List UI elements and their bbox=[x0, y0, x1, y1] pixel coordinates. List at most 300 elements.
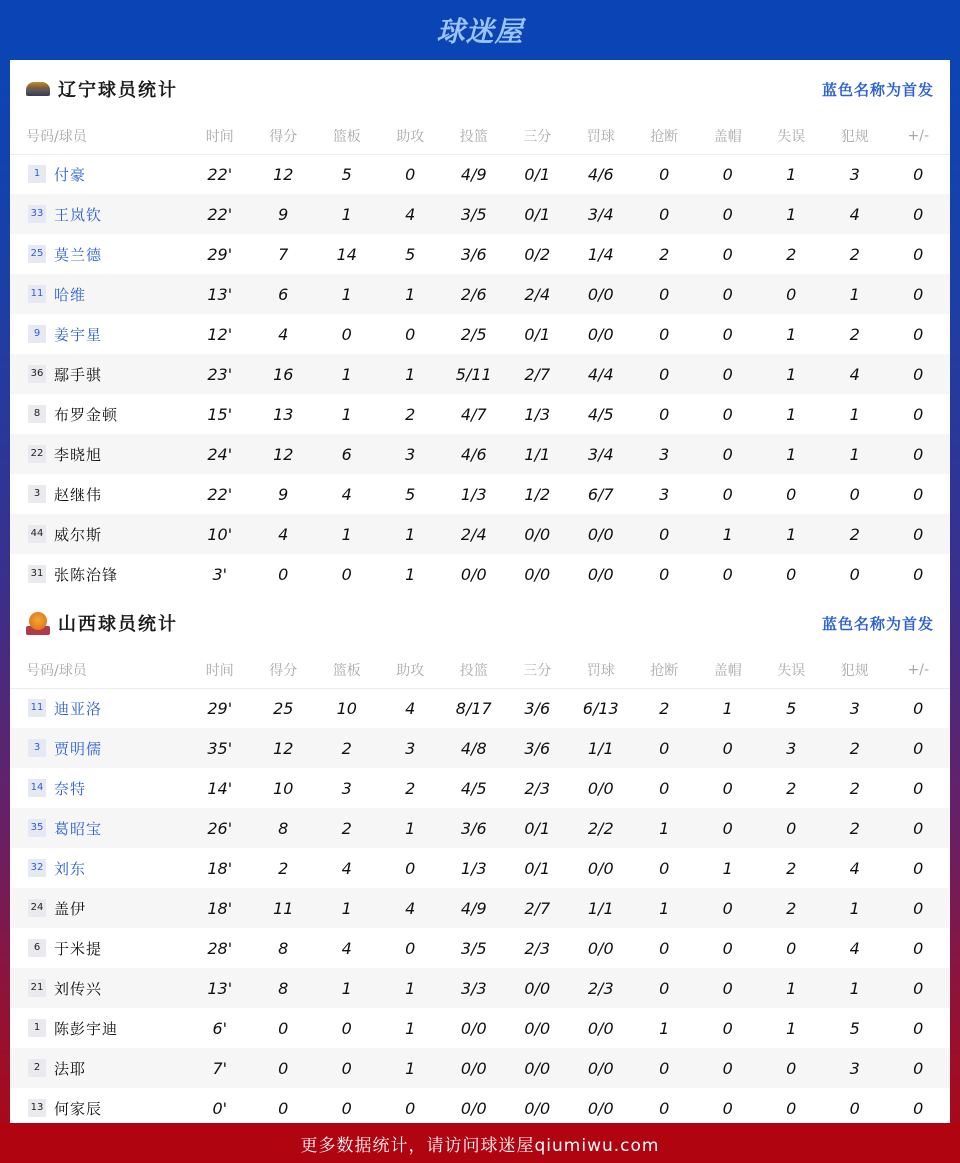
stat-cell: 0 bbox=[722, 404, 733, 424]
stat-cell: 1 bbox=[341, 404, 352, 424]
stat-cell: 2 bbox=[405, 404, 416, 424]
stat-cell: 0 bbox=[696, 274, 760, 314]
stat-cell: 1 bbox=[633, 888, 697, 928]
stat-cell: 2 bbox=[849, 324, 860, 344]
column-header[interactable]: 篮板 bbox=[315, 652, 379, 688]
table-header-row bbox=[10, 118, 950, 154]
stat-cell: 1 bbox=[786, 324, 797, 344]
stat-cell: 0 bbox=[913, 244, 924, 264]
stat-cell: 0/0 bbox=[587, 858, 614, 878]
stat-cell: 0 bbox=[722, 164, 733, 184]
stat-cell: 0 bbox=[405, 164, 416, 184]
stat-cell: 4 bbox=[823, 194, 887, 234]
stat-cell: 0 bbox=[887, 888, 951, 928]
jersey-number-badge: 25 bbox=[28, 245, 46, 263]
column-header[interactable]: 失误 bbox=[760, 118, 824, 154]
jersey-number-badge: 36 bbox=[28, 365, 46, 383]
jersey-number-badge: 3 bbox=[28, 485, 46, 503]
team-section-0 bbox=[10, 60, 950, 594]
player-cell[interactable] bbox=[10, 354, 188, 394]
stat-cell: 0 bbox=[913, 1018, 924, 1038]
table-row[interactable] bbox=[10, 234, 950, 274]
player-name-link[interactable]: 法耶 bbox=[54, 1059, 87, 1078]
stat-cell: 1 bbox=[379, 274, 443, 314]
stat-cell: 0/0 bbox=[506, 1048, 570, 1088]
player-cell[interactable] bbox=[10, 474, 188, 514]
player-name-link[interactable]: 哈维 bbox=[54, 285, 87, 304]
stat-cell: 1 bbox=[379, 354, 443, 394]
stat-cell: 0/0 bbox=[587, 1098, 614, 1118]
stat-cell: 0/0 bbox=[506, 968, 570, 1008]
column-header[interactable]: 号码/球员 bbox=[10, 652, 188, 688]
stat-cell: 0 bbox=[696, 888, 760, 928]
player-name-link[interactable]: 何家辰 bbox=[54, 1099, 103, 1118]
stat-cell: 1 bbox=[823, 274, 887, 314]
table-row[interactable] bbox=[10, 928, 950, 968]
stat-cell: 12 bbox=[252, 434, 316, 474]
stat-cell: 0 bbox=[722, 564, 733, 584]
stat-cell: 6/7 bbox=[587, 484, 614, 504]
stat-cell: 1/3 bbox=[460, 858, 487, 878]
stat-cell: 0 bbox=[405, 1098, 416, 1118]
top-banner bbox=[0, 0, 960, 60]
stat-cell: 2 bbox=[659, 698, 670, 718]
stat-cell: 0 bbox=[659, 858, 670, 878]
team-title bbox=[26, 610, 178, 636]
stat-cell: 23' bbox=[188, 354, 252, 394]
jersey-number-badge: 3 bbox=[28, 739, 46, 757]
stat-cell: 4/5 bbox=[460, 778, 487, 798]
stat-cell: 1 bbox=[696, 514, 760, 554]
stat-cell: 0 bbox=[887, 968, 951, 1008]
stat-cell: 0 bbox=[659, 1098, 670, 1118]
stat-cell: 1/4 bbox=[587, 244, 614, 264]
stat-cell: 4 bbox=[405, 698, 416, 718]
stat-cell: 0 bbox=[659, 324, 670, 344]
column-header[interactable]: 盖帽 bbox=[696, 652, 760, 688]
player-name-link[interactable]: 鄢手骐 bbox=[54, 365, 103, 384]
player-name-link[interactable]: 姜宇星 bbox=[54, 325, 103, 344]
jersey-number-badge: 2 bbox=[28, 1059, 46, 1077]
stat-cell: 24' bbox=[188, 434, 252, 474]
stat-cell: 1 bbox=[760, 434, 824, 474]
stat-cell: 0/1 bbox=[506, 194, 570, 234]
stat-cell: 4/9 bbox=[442, 888, 506, 928]
player-cell[interactable] bbox=[10, 514, 188, 554]
stat-cell: 2 bbox=[786, 244, 797, 264]
player-name-link[interactable]: 张陈治锋 bbox=[54, 565, 119, 584]
stat-cell: 0 bbox=[722, 1018, 733, 1038]
stat-cell: 1 bbox=[760, 354, 824, 394]
stat-cell: 0/0 bbox=[442, 1048, 506, 1088]
column-header[interactable]: 号码/球员 bbox=[10, 118, 188, 154]
player-name-link[interactable]: 赵继伟 bbox=[54, 485, 103, 504]
player-cell[interactable] bbox=[10, 1088, 188, 1128]
player-name-link[interactable]: 迪亚洛 bbox=[54, 699, 103, 718]
stat-cell: 0 bbox=[887, 274, 951, 314]
stat-cell: 16 bbox=[252, 354, 316, 394]
stat-cell: 7 bbox=[278, 244, 289, 264]
stat-cell: 1 bbox=[760, 968, 824, 1008]
player-cell[interactable] bbox=[10, 848, 188, 888]
player-cell[interactable] bbox=[10, 194, 188, 234]
stat-cell: 2 bbox=[786, 858, 797, 878]
stat-cell: 5 bbox=[405, 244, 416, 264]
stat-cell: 4 bbox=[379, 194, 443, 234]
stat-cell: 3/6 bbox=[460, 244, 487, 264]
player-name-link[interactable]: 葛昭宝 bbox=[54, 819, 103, 838]
column-header[interactable]: 助攻 bbox=[379, 118, 443, 154]
stat-cell: 0/0 bbox=[524, 564, 551, 584]
stat-cell: 1 bbox=[379, 968, 443, 1008]
player-cell[interactable] bbox=[10, 968, 188, 1008]
stat-cell: 4/9 bbox=[460, 164, 487, 184]
stat-cell: 1 bbox=[315, 194, 379, 234]
column-header[interactable]: 投篮 bbox=[442, 118, 506, 154]
player-name-link[interactable]: 莫兰德 bbox=[54, 245, 103, 264]
stat-cell: 0 bbox=[913, 564, 924, 584]
stat-cell: 0/0 bbox=[506, 514, 570, 554]
stat-cell: 10 bbox=[336, 698, 357, 718]
stat-cell: 4 bbox=[341, 858, 352, 878]
table-row[interactable] bbox=[10, 808, 950, 848]
stat-cell: 0 bbox=[887, 1048, 951, 1088]
player-name-link[interactable]: 付豪 bbox=[54, 165, 87, 184]
stat-cell: 0 bbox=[696, 808, 760, 848]
stat-cell: 8 bbox=[278, 938, 289, 958]
table-row[interactable] bbox=[10, 968, 950, 1008]
jersey-number-badge: 11 bbox=[28, 285, 46, 303]
stat-cell: 1 bbox=[823, 888, 887, 928]
site-logo: 球迷屋 bbox=[436, 15, 524, 48]
stat-cell: 2 bbox=[786, 778, 797, 798]
stat-cell: 2/4 bbox=[442, 514, 506, 554]
stat-cell: 3/3 bbox=[442, 968, 506, 1008]
table-row[interactable] bbox=[10, 848, 950, 888]
column-header[interactable]: 得分 bbox=[252, 118, 316, 154]
stat-cell: 4 bbox=[278, 324, 289, 344]
shanxi-team-logo-icon bbox=[26, 612, 52, 634]
column-header[interactable]: 得分 bbox=[252, 652, 316, 688]
stat-cell: 22' bbox=[207, 164, 233, 184]
stat-cell: 6 bbox=[315, 434, 379, 474]
player-name-link[interactable]: 盖伊 bbox=[54, 899, 87, 918]
column-header[interactable]: 犯规 bbox=[823, 652, 887, 688]
stat-cell: 0 bbox=[278, 564, 289, 584]
stat-cell: 29' bbox=[207, 244, 233, 264]
stat-cell: 2 bbox=[823, 808, 887, 848]
jersey-number-badge: 33 bbox=[28, 205, 46, 223]
team-section-1 bbox=[10, 594, 950, 1128]
stat-cell: 1 bbox=[315, 514, 379, 554]
stat-cell: 0 bbox=[633, 194, 697, 234]
stat-cell: 0 bbox=[315, 1048, 379, 1088]
column-header[interactable]: 失误 bbox=[760, 652, 824, 688]
stat-cell: 4 bbox=[252, 514, 316, 554]
stat-cell: 3 bbox=[849, 164, 860, 184]
table-row[interactable] bbox=[10, 514, 950, 554]
jersey-number-badge: 21 bbox=[28, 979, 46, 997]
player-stats-table bbox=[10, 118, 950, 594]
stat-cell: 12' bbox=[207, 324, 233, 344]
stat-cell: 0 bbox=[278, 1098, 289, 1118]
column-header[interactable]: 盖帽 bbox=[696, 118, 760, 154]
jersey-number-badge: 6 bbox=[28, 939, 46, 957]
stat-cell: 1 bbox=[315, 274, 379, 314]
jersey-number-badge: 44 bbox=[28, 525, 46, 543]
stat-cell: 2/3 bbox=[524, 938, 551, 958]
stat-cell: 0/0 bbox=[524, 1098, 551, 1118]
table-row[interactable] bbox=[10, 274, 950, 314]
stat-cell: 5 bbox=[849, 1018, 860, 1038]
stat-cell: 0/0 bbox=[569, 1048, 633, 1088]
stat-cell: 2/5 bbox=[460, 324, 487, 344]
player-name-link[interactable]: 奈特 bbox=[54, 779, 87, 798]
column-header[interactable]: 抢断 bbox=[633, 652, 697, 688]
stat-cell: 0 bbox=[887, 728, 951, 768]
stat-cell: 0 bbox=[760, 274, 824, 314]
stat-cell: 0 bbox=[849, 564, 860, 584]
stat-cell: 0 bbox=[696, 728, 760, 768]
stat-cell: 9 bbox=[278, 484, 289, 504]
stat-cell: 0 bbox=[913, 1098, 924, 1118]
player-cell[interactable] bbox=[10, 1008, 188, 1048]
stat-cell: 4/6 bbox=[587, 164, 614, 184]
player-name-link[interactable]: 刘东 bbox=[54, 859, 87, 878]
stat-cell: 0 bbox=[913, 404, 924, 424]
stat-cell: 0 bbox=[760, 1048, 824, 1088]
stat-cell: 0/0 bbox=[569, 514, 633, 554]
table-row[interactable] bbox=[10, 474, 950, 514]
table-row[interactable] bbox=[10, 1088, 950, 1128]
stat-cell: 0 bbox=[722, 324, 733, 344]
stat-cell: 0 bbox=[696, 434, 760, 474]
footer-banner bbox=[0, 1123, 960, 1163]
stat-cell: 0 bbox=[659, 778, 670, 798]
stat-cell: 1 bbox=[379, 514, 443, 554]
stat-cell: 2 bbox=[823, 514, 887, 554]
stat-cell: 0 bbox=[913, 778, 924, 798]
column-header[interactable]: 犯规 bbox=[823, 118, 887, 154]
team-title bbox=[26, 76, 178, 102]
stat-cell: 0 bbox=[887, 434, 951, 474]
stat-cell: 4 bbox=[849, 938, 860, 958]
stat-cell: 3 bbox=[379, 434, 443, 474]
stat-cell: 0 bbox=[913, 324, 924, 344]
stat-cell: 25 bbox=[273, 698, 294, 718]
player-cell[interactable] bbox=[10, 154, 188, 194]
stat-cell: 0/0 bbox=[587, 564, 614, 584]
stat-cell: 2/7 bbox=[506, 354, 570, 394]
table-row[interactable] bbox=[10, 554, 950, 594]
stat-cell: 8 bbox=[252, 968, 316, 1008]
stat-cell: 35' bbox=[188, 728, 252, 768]
stat-cell: 0 bbox=[405, 858, 416, 878]
stat-cell: 1/3 bbox=[460, 484, 487, 504]
player-name-link[interactable]: 贾明儒 bbox=[54, 739, 103, 758]
stat-cell: 0 bbox=[849, 484, 860, 504]
stat-cell: 5 bbox=[405, 484, 416, 504]
player-name-link[interactable]: 刘传兴 bbox=[54, 979, 103, 998]
stat-cell: 3/6 bbox=[442, 808, 506, 848]
player-cell[interactable] bbox=[10, 394, 188, 434]
stat-cell: 0 bbox=[722, 938, 733, 958]
stat-cell: 2/3 bbox=[569, 968, 633, 1008]
stat-cell: 3 bbox=[633, 434, 697, 474]
stat-cell: 4/8 bbox=[442, 728, 506, 768]
table-row[interactable] bbox=[10, 728, 950, 768]
player-name-link[interactable]: 布罗金顿 bbox=[54, 405, 119, 424]
stat-cell: 0 bbox=[849, 1098, 860, 1118]
stat-cell: 0 bbox=[722, 778, 733, 798]
column-header[interactable]: +/- bbox=[887, 118, 951, 154]
column-header[interactable]: 三分 bbox=[506, 118, 570, 154]
player-cell[interactable] bbox=[10, 688, 188, 728]
stat-cell: 1 bbox=[823, 968, 887, 1008]
stat-cell: 1 bbox=[379, 808, 443, 848]
column-header[interactable]: 篮板 bbox=[315, 118, 379, 154]
player-cell[interactable] bbox=[10, 768, 188, 808]
stat-cell: 3/4 bbox=[569, 194, 633, 234]
stat-cell: 1/2 bbox=[524, 484, 551, 504]
stat-cell: 0 bbox=[887, 354, 951, 394]
stat-cell: 2 bbox=[849, 244, 860, 264]
player-cell[interactable] bbox=[10, 928, 188, 968]
stat-cell: 10' bbox=[188, 514, 252, 554]
stat-cell: 0 bbox=[633, 354, 697, 394]
stat-cell: 3 bbox=[849, 698, 860, 718]
stat-cell: 0 bbox=[341, 1018, 352, 1038]
stat-cell: 3/5 bbox=[442, 194, 506, 234]
column-header[interactable]: +/- bbox=[887, 652, 951, 688]
stat-cell: 0/0 bbox=[587, 778, 614, 798]
stat-cell: 0 bbox=[633, 968, 697, 1008]
jersey-number-badge: 24 bbox=[28, 899, 46, 917]
stat-cell: 0 bbox=[659, 938, 670, 958]
stat-cell: 12 bbox=[273, 164, 294, 184]
table-row[interactable] bbox=[10, 688, 950, 728]
stat-cell: 8 bbox=[252, 808, 316, 848]
column-header[interactable]: 时间 bbox=[188, 652, 252, 688]
stat-cell: 0/1 bbox=[524, 858, 551, 878]
column-header[interactable]: 抢断 bbox=[633, 118, 697, 154]
section-header bbox=[10, 60, 950, 118]
column-header[interactable]: 时间 bbox=[188, 118, 252, 154]
stat-cell: 3/4 bbox=[569, 434, 633, 474]
stat-cell: 1 bbox=[722, 858, 733, 878]
stat-cell: 2 bbox=[849, 778, 860, 798]
stat-cell: 0/0 bbox=[569, 274, 633, 314]
stat-cell: 0 bbox=[696, 1048, 760, 1088]
table-row[interactable] bbox=[10, 314, 950, 354]
stat-cell: 0 bbox=[633, 1048, 697, 1088]
table-row[interactable] bbox=[10, 768, 950, 808]
stat-cell: 3 bbox=[379, 728, 443, 768]
player-cell[interactable] bbox=[10, 554, 188, 594]
stat-cell: 0 bbox=[786, 1098, 797, 1118]
table-row[interactable] bbox=[10, 194, 950, 234]
stat-cell: 0 bbox=[722, 484, 733, 504]
player-name-link[interactable]: 陈彭宇迪 bbox=[54, 1019, 119, 1038]
stat-cell: 3/5 bbox=[460, 938, 487, 958]
player-cell[interactable] bbox=[10, 434, 188, 474]
column-header[interactable]: 罚球 bbox=[569, 652, 633, 688]
player-name-link[interactable]: 威尔斯 bbox=[54, 525, 103, 544]
player-cell[interactable] bbox=[10, 808, 188, 848]
player-cell[interactable] bbox=[10, 234, 188, 274]
jersey-number-badge: 1 bbox=[28, 1019, 46, 1037]
column-header[interactable]: 罚球 bbox=[569, 118, 633, 154]
table-row[interactable] bbox=[10, 354, 950, 394]
stat-cell: 2 bbox=[760, 888, 824, 928]
stat-cell: 0 bbox=[786, 564, 797, 584]
stat-cell: 7' bbox=[188, 1048, 252, 1088]
stat-cell: 0 bbox=[887, 808, 951, 848]
player-cell[interactable] bbox=[10, 1048, 188, 1088]
stat-cell: 0 bbox=[278, 1018, 289, 1038]
stat-cell: 4 bbox=[849, 858, 860, 878]
player-name-link[interactable]: 李晓旭 bbox=[54, 445, 103, 464]
stat-cell: 0 bbox=[696, 194, 760, 234]
stat-cell: 0 bbox=[252, 1048, 316, 1088]
table-row[interactable] bbox=[10, 1048, 950, 1088]
player-name-link[interactable]: 王岚钦 bbox=[54, 205, 103, 224]
stat-cell: 1/1 bbox=[569, 728, 633, 768]
table-row[interactable] bbox=[10, 1008, 950, 1048]
column-header[interactable]: 助攻 bbox=[379, 652, 443, 688]
stat-cell: 4/6 bbox=[442, 434, 506, 474]
player-cell[interactable] bbox=[10, 888, 188, 928]
player-name-link[interactable]: 于米提 bbox=[54, 939, 103, 958]
stat-cell: 2/2 bbox=[569, 808, 633, 848]
table-row[interactable] bbox=[10, 154, 950, 194]
stat-cell: 2 bbox=[823, 728, 887, 768]
stat-cell: 18' bbox=[207, 858, 233, 878]
stat-cell: 0 bbox=[913, 164, 924, 184]
column-header[interactable]: 三分 bbox=[506, 652, 570, 688]
table-row[interactable] bbox=[10, 888, 950, 928]
stat-cell: 0/0 bbox=[587, 324, 614, 344]
stat-cell: 4 bbox=[379, 888, 443, 928]
stat-cell: 3 bbox=[341, 778, 352, 798]
stat-cell: 1 bbox=[849, 404, 860, 424]
liaoning-team-logo-icon bbox=[26, 78, 52, 100]
stat-cell: 0 bbox=[696, 968, 760, 1008]
stat-cell: 14' bbox=[207, 778, 233, 798]
stat-cell: 5/11 bbox=[442, 354, 506, 394]
stat-cell: 2/4 bbox=[506, 274, 570, 314]
section-header bbox=[10, 594, 950, 652]
jersey-number-badge: 11 bbox=[28, 699, 46, 717]
table-row[interactable] bbox=[10, 394, 950, 434]
jersey-number-badge: 1 bbox=[28, 165, 46, 183]
stat-cell: 4/7 bbox=[460, 404, 487, 424]
footer-text: 更多数据统计，请访问球迷屋qiumiwu.com bbox=[300, 1135, 660, 1156]
table-row[interactable] bbox=[10, 434, 950, 474]
jersey-number-badge: 32 bbox=[28, 859, 46, 877]
stat-cell: 0 bbox=[633, 728, 697, 768]
player-cell[interactable] bbox=[10, 728, 188, 768]
player-cell[interactable] bbox=[10, 274, 188, 314]
player-cell[interactable] bbox=[10, 314, 188, 354]
column-header[interactable]: 投篮 bbox=[442, 652, 506, 688]
stat-cell: 8/17 bbox=[455, 698, 492, 718]
jersey-number-badge: 13 bbox=[28, 1099, 46, 1117]
stat-cell: 2 bbox=[278, 858, 289, 878]
stat-cell: 1 bbox=[405, 1018, 416, 1038]
stat-cell: 18' bbox=[188, 888, 252, 928]
stat-cell: 0/1 bbox=[524, 324, 551, 344]
